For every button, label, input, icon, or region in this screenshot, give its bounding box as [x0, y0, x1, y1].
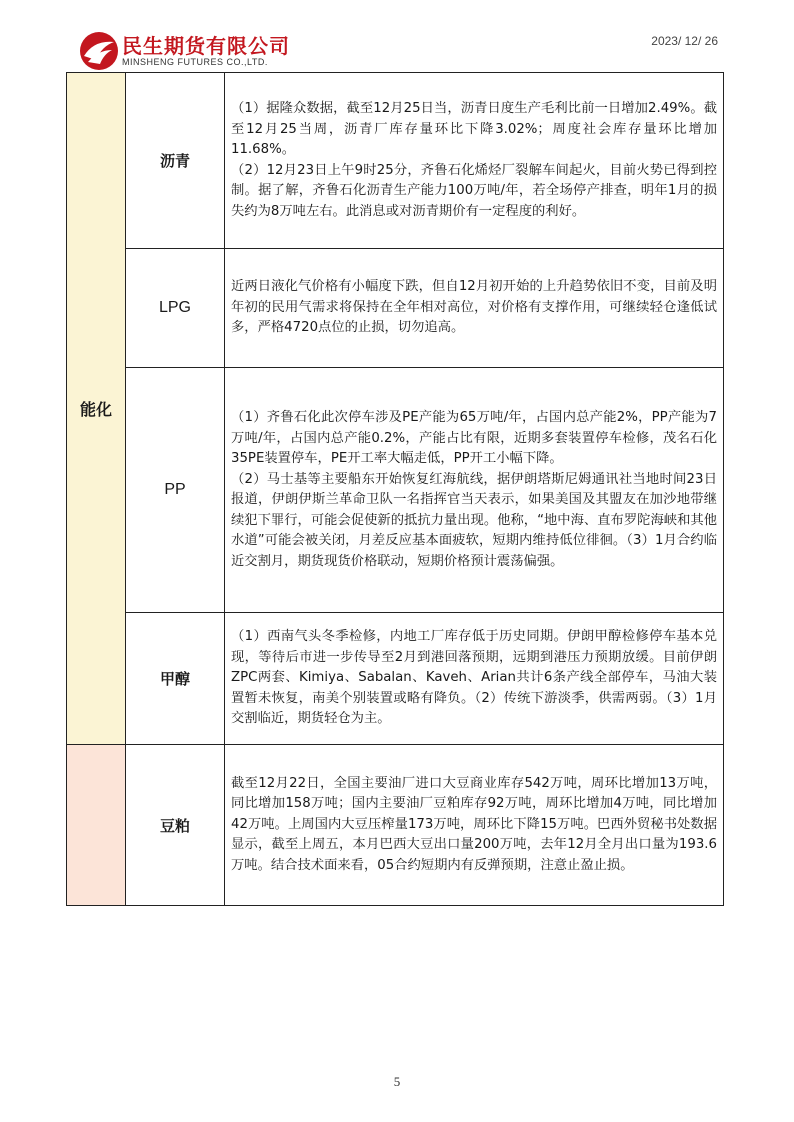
commodity-name: 豆粕 — [126, 745, 225, 905]
commodity-commentary — [231, 249, 717, 367]
commentary-paragraph: （2）12月23日上午9时25分，齐鲁石化烯烃厂裂解车间起火，目前火势已得到控制。据了解，齐鲁石化沥青生产能力100万吨/年，若全场停产排查，明年1月的损失约为8万吨左右。此消息或对沥青期价有一定程度的利好。 — [231, 162, 717, 219]
table-row-lpg — [126, 249, 723, 368]
commodity-commentary — [231, 73, 717, 248]
commentary-paragraph: （1）据隆众数据，截至12月25日当，沥青日度生产毛利比前一日增加2.49%。截至12月25当周，沥青厂库存量环比下降3.02%；周度社会库存量环比增加11.68%。 — [231, 101, 717, 157]
sector-energy-chemical: 能化 — [67, 73, 126, 745]
commodity-name: 甲醇 — [126, 613, 225, 744]
commentary-paragraph: 近两日液化气价格有小幅度下跌，但自12月初开始的上升趋势依旧不变，目前及明年初的民用气需求将保持在全年相对高位，对价格有支撑作用，可继续轻仓逢低试多，严格4720点位的止损，切勿追高。 — [231, 279, 717, 336]
commodity-name: LPG — [126, 249, 225, 367]
page-number: 5 — [393, 1074, 401, 1089]
table-row-methanol — [126, 613, 723, 745]
table-row-pp — [126, 368, 723, 613]
minsheng-logo-icon — [78, 30, 120, 72]
commentary-paragraph: （1）齐鲁石化此次停车涉及PE产能为65万吨/年，占国内总产能2%，PP产能为7万吨/年，占国内总产能0.2%，产能占比有限，近期多套装置停车检修，茂名石化35PE装置停车，PE开工率大幅走低，PP开工小幅下降。 — [231, 410, 717, 466]
commodity-name: 沥青 — [126, 73, 225, 248]
commodity-commentary — [231, 613, 717, 744]
commentary-paragraph: （1）西南气头冬季检修，内地工厂库存低于历史同期。伊朗甲醇检修停车基本兑现，等待后市进一步传导至2月到港回落预期，远期到港压力预期放缓。目前伊朗ZPC两套、Kimiya、Sabalan、Kaveh、Arian共计6条产线全部停车，马油大装置暂未恢复，南美个别装置或略有降负。（2）传统下游淡季，供需两弱。（3）1月交割临近，期货轻仓为主。 — [231, 629, 717, 727]
commodity-name: PP — [126, 368, 225, 612]
commentary-paragraph: （2）马士基等主要船东开始恢复红海航线，据伊朗塔斯尼姆通讯社当地时间23日报道，伊朗伊斯兰革命卫队一名指挥官当天表示，如果美国及其盟友在加沙地带继续犯下罪行，可能会促使新的抵抗力量出现。他称，“地中海、直布罗陀海峡和其他水道”可能会被关闭，月差反应基本面疲软，短期内维持低位徘徊。（3）1月合约临近交割月，期货现货价格联动，短期价格预计震荡偏强。 — [231, 471, 717, 569]
company-name-cn: 民生期货有限公司 — [122, 34, 290, 58]
table-row-soybean-meal — [126, 745, 723, 905]
sector-agriculture — [67, 745, 126, 905]
commodity-commentary — [231, 745, 717, 905]
table-row-asphalt — [126, 73, 723, 249]
commodity-table — [66, 72, 724, 906]
commentary-paragraph: 截至12月22日，全国主要油厂进口大豆商业库存542万吨，周环比增加13万吨，同比增加158万吨；国内主要油厂豆粕库存92万吨，周环比增加4万吨，同比增加42万吨。上周国内大豆压榨量173万吨，周环比下降15万吨。巴西外贸秘书处数据显示，截至上周五，本月巴西大豆出口量200万吨，去年12月全月出口量为193.6万吨。结合技术面来看，05合约短期内有反弹预期，注意止盈止损。 — [231, 775, 717, 873]
commodity-commentary — [231, 368, 717, 612]
page-header — [0, 0, 794, 72]
report-date: 2023/ 12/ 26 — [651, 34, 718, 48]
company-name-en: MINSHENG FUTURES CO.,LTD. — [122, 57, 268, 67]
